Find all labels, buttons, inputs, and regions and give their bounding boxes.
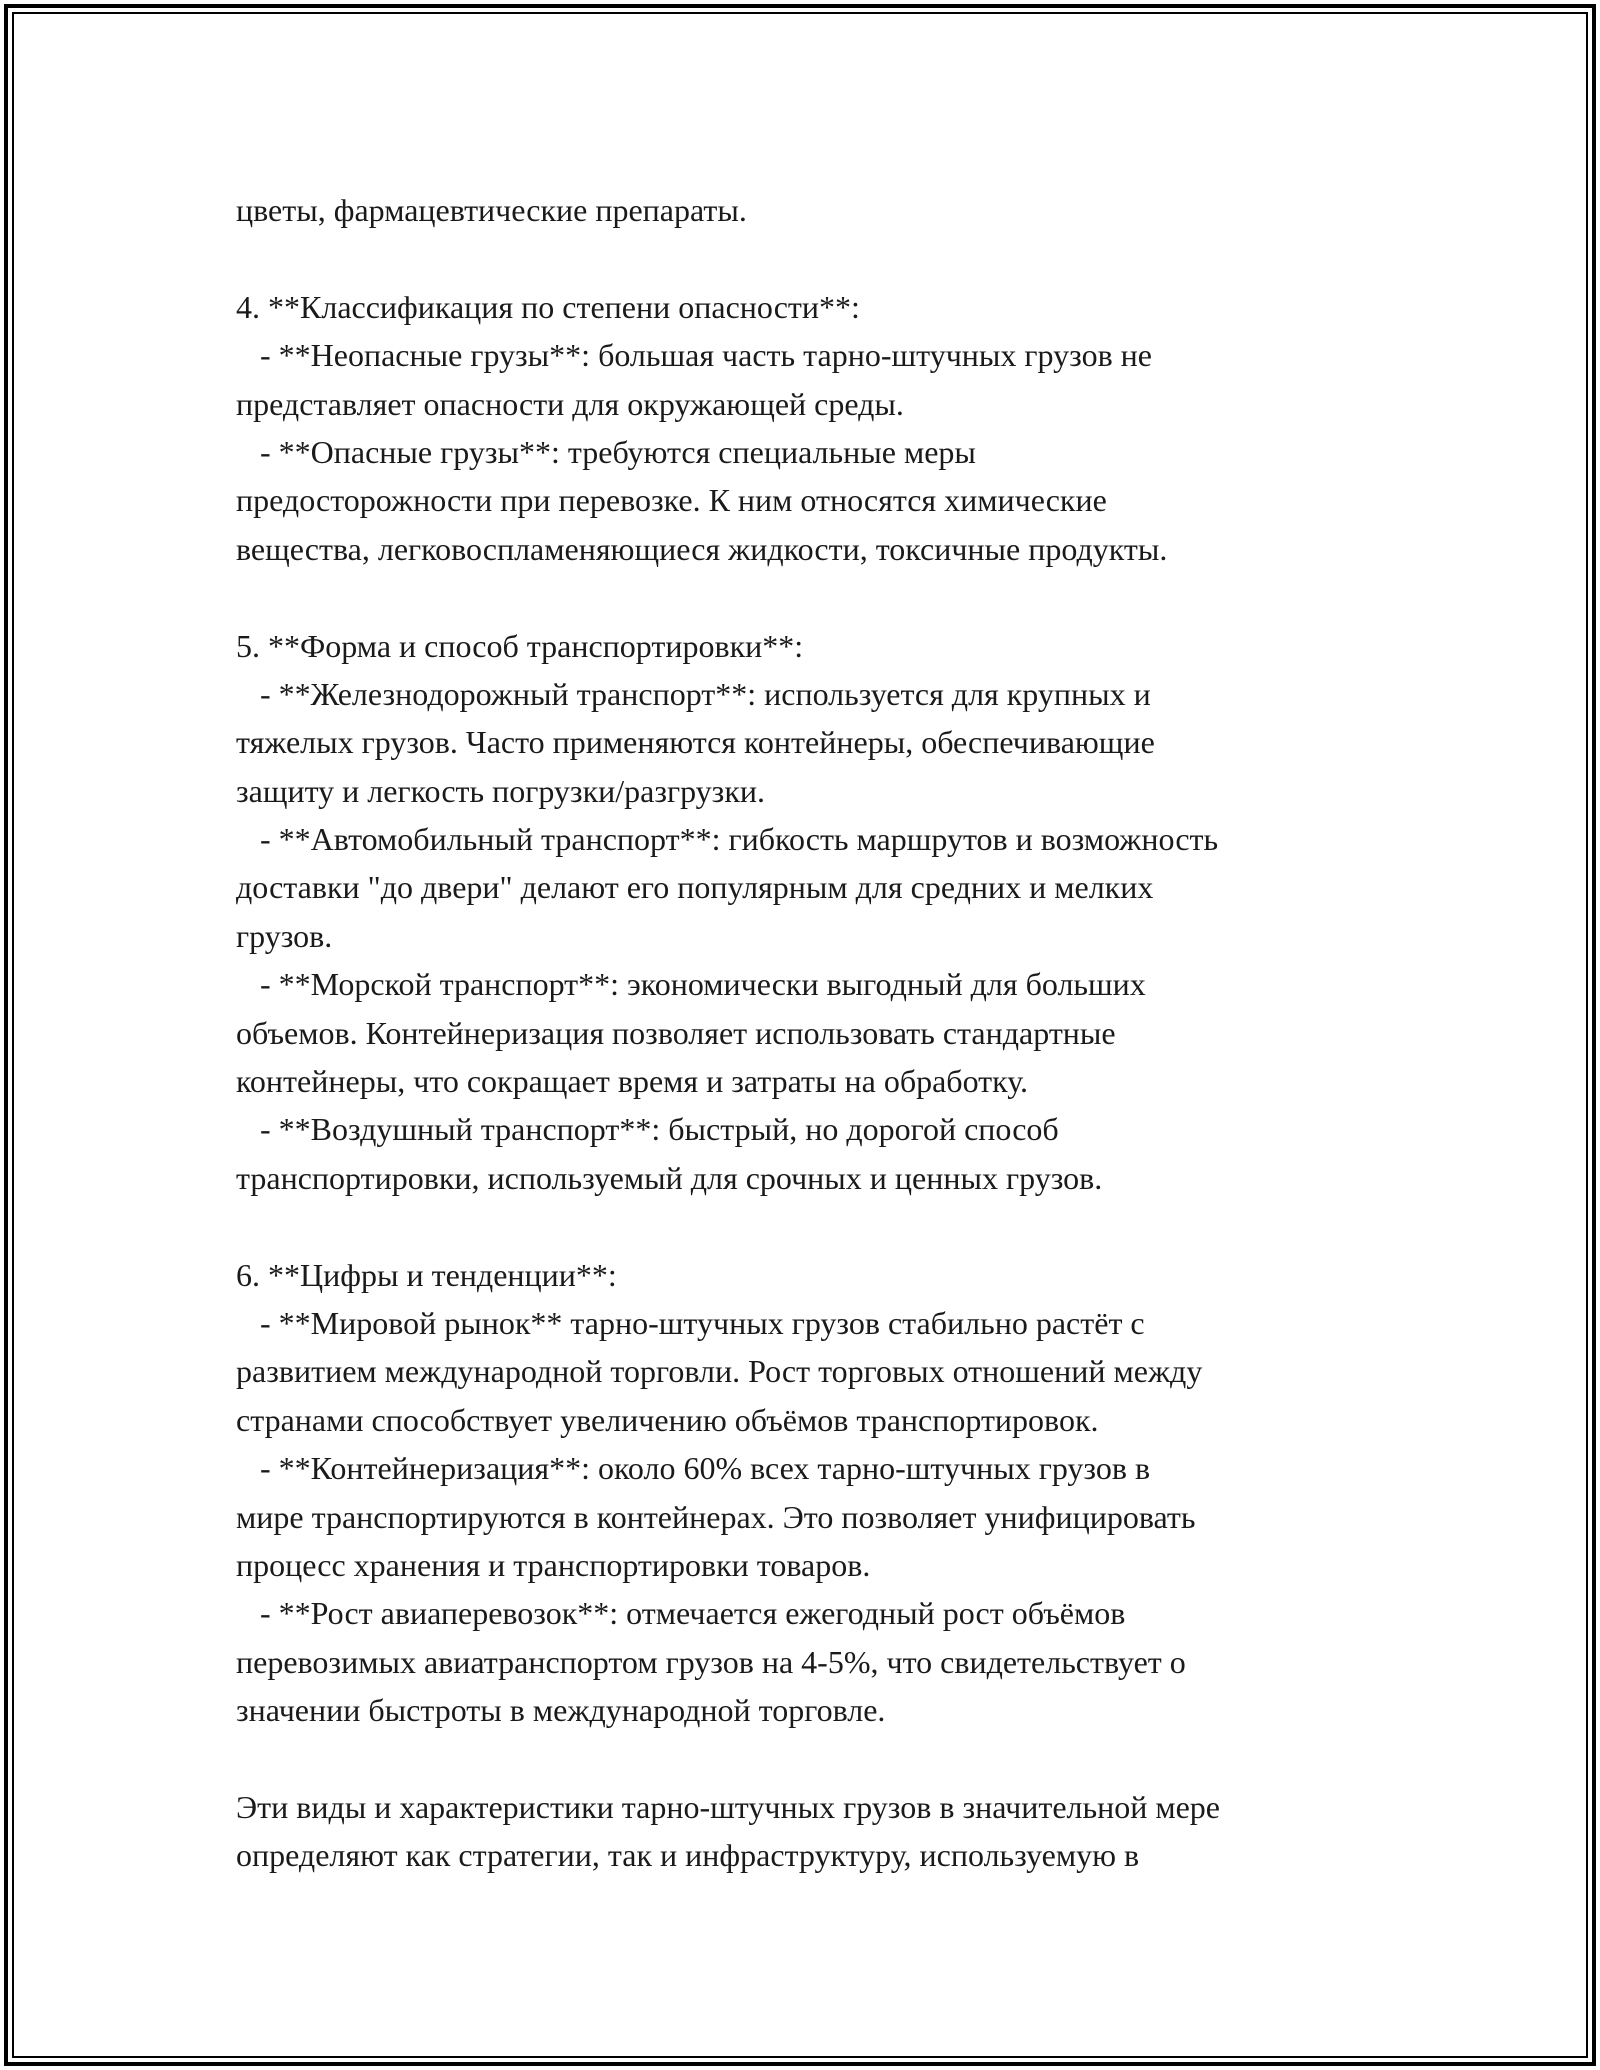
blank-line (236, 1202, 1436, 1250)
text-line: значении быстроты в международной торговле. (236, 1692, 886, 1729)
text-line: перевозимых авиатранспортом грузов на 4-5%, что свидетельствует о (236, 1643, 1186, 1680)
text-line: транспортировки, используемый для срочных и ценных грузов. (236, 1159, 1103, 1196)
text-line: вещества, легковоспламеняющиеся жидкости, токсичные продукты. (236, 530, 1168, 567)
text-line: объемов. Контейнеризация позволяет использовать стандартные (236, 1014, 1116, 1051)
list-item: - **Морской транспорт**: экономически выгодный для больших (236, 966, 1146, 1003)
conclusion-paragraph: Эти виды и характеристики тарно-штучных грузов в значительной мере (236, 1788, 1220, 1825)
section-heading-figures: 6. **Цифры и тенденции**: (236, 1256, 617, 1293)
list-item: - **Рост авиаперевозок**: отмечается ежегодный рост объёмов (236, 1595, 1126, 1632)
list-item: - **Автомобильный транспорт**: гибкость маршрутов и возможность (236, 821, 1219, 858)
blank-line (236, 234, 1436, 282)
list-item: - **Железнодорожный транспорт**: используется для крупных и (236, 675, 1151, 712)
list-item: - **Мировой рынок** тарно-штучных грузов стабильно растёт с (236, 1304, 1145, 1341)
list-item: - **Контейнеризация**: около 60% всех тарно-штучных грузов в (236, 1450, 1151, 1487)
list-item: - **Неопасные грузы**: большая часть тарно-штучных грузов не (236, 337, 1152, 374)
text-line: странами способствует увеличению объёмов транспортировок. (236, 1401, 1099, 1438)
document-body (236, 186, 1436, 1880)
text-line: цветы, фармацевтические препараты. (236, 192, 747, 228)
section-heading-transport: 5. **Форма и способ транспортировки**: (236, 627, 804, 664)
text-line: развитием международной торговли. Рост торговых отношений между (236, 1353, 1203, 1390)
text-line: мире транспортируются в контейнерах. Это позволяет унифицировать (236, 1498, 1196, 1535)
text-line: представляет опасности для окружающей среды. (236, 385, 904, 422)
blank-line (236, 1735, 1436, 1783)
text-line: грузов. (236, 917, 333, 954)
text-line: процесс хранения и транспортировки товаров. (236, 1546, 871, 1583)
blank-line (236, 573, 1436, 621)
list-item: - **Воздушный транспорт**: быстрый, но дорогой способ (236, 1111, 1059, 1148)
section-heading-hazard: 4. **Классификация по степени опасности**: (236, 288, 860, 325)
text-line: доставки "до двери" делают его популярным для средних и мелких (236, 869, 1154, 906)
text-line: определяют как стратегии, так и инфраструктуру, используемую в (236, 1837, 1140, 1874)
list-item: - **Опасные грузы**: требуются специальные меры (236, 433, 976, 470)
text-line: тяжелых грузов. Часто применяются контейнеры, обеспечивающие (236, 724, 1155, 761)
text-line: контейнеры, что сокращает время и затраты на обработку. (236, 1063, 1029, 1100)
text-line: защиту и легкость погрузки/разгрузки. (236, 772, 765, 809)
text-line: предосторожности при перевозке. К ним относятся химические (236, 482, 1107, 519)
